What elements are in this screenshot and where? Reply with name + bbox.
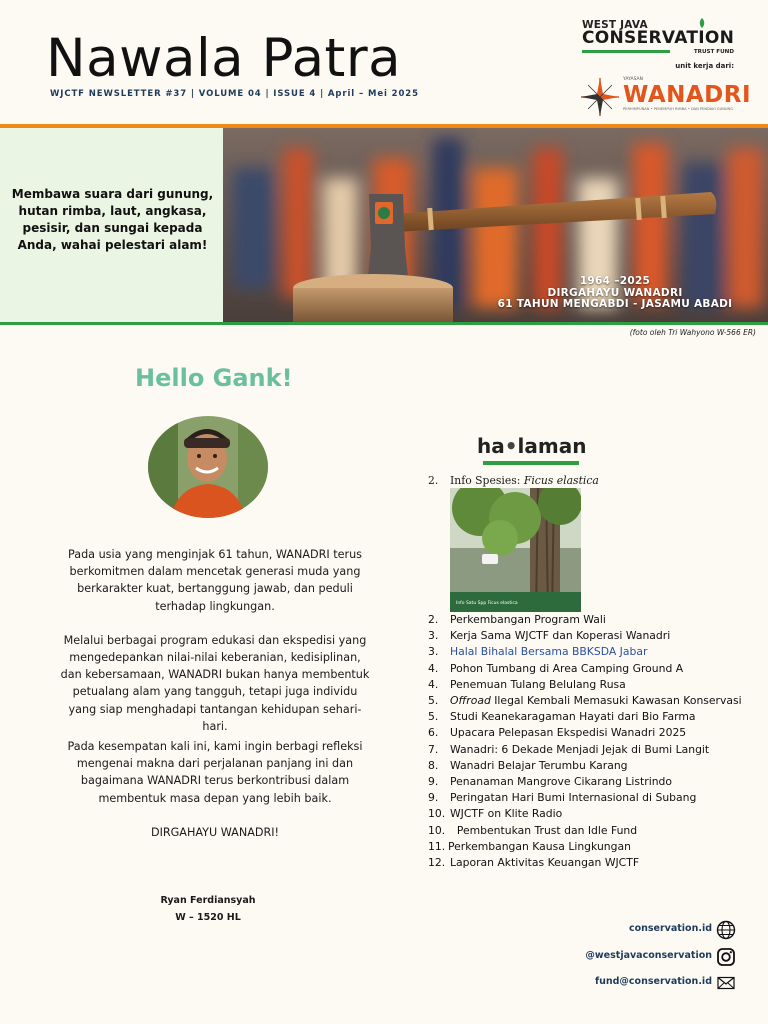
banner-quote-panel [0,128,223,322]
wjctf-logo-line2: CONSERVATION [582,28,735,48]
toc-item-label-italic: Offroad [450,694,491,708]
issue-info: WJCTF NEWSLETTER #37 | VOLUME 04 | ISSUE 4 | April – Mei 2025 [50,89,419,99]
toc-item-number: 5. [428,710,439,724]
toc-item-label: Wanadri: 6 Dekade Menjadi Jejak di Bumi Langit [450,742,710,756]
toc-item[interactable] [428,693,758,709]
website-link[interactable]: conservation.id [628,923,712,934]
editorial-paragraph-3: Pada kesempatan kali ini, kami ingin berbagi refleksi mengenai makna dari perjalanan panjang ini dan bagaimana WANADRI terus berkontribusi dalam membentuk masa depan yang lebih baik. [67,740,363,805]
toc-item-featured[interactable] [428,474,599,487]
toc-title-suffix: laman [517,434,587,458]
toc-item-number: 2. [428,474,439,487]
toc-item-number: 9. [428,775,439,789]
wjctf-logo-bar [582,50,670,53]
toc-item-number: 10. [428,807,446,821]
compass-rose-icon [580,76,620,118]
toc-item-number: 8. [428,758,439,772]
toc-item-label: Upacara Pelepasan Ekspedisi Wanadri 2025 [450,726,687,740]
wanadri-logo-name: WANADRI [623,82,752,108]
wjctf-logo-line3: TRUST FUND [693,49,734,55]
toc-item[interactable] [428,628,758,644]
toc-item-number: 2. [428,613,439,626]
species-thumbnail[interactable] [450,488,581,612]
toc-item[interactable] [428,725,758,741]
toc-item[interactable] [428,758,758,774]
editorial-body [60,546,370,858]
toc-item-label: Perkembangan Kausa Lingkungan [448,839,631,853]
mail-icon[interactable] [716,973,736,993]
banner-quote: Membawa suara dari gunung, hutan rimba, laut, angkasa, pesisir, dan sungai kepada Anda, wahai pelestari alam! [11,187,214,252]
toc-item[interactable] [428,742,758,758]
toc-item-label: WJCTF on Klite Radio [450,807,563,821]
banner-caption [480,276,750,311]
toc-item-label: Penanaman Mangrove Cikarang Listrindo [450,775,673,789]
thumbnail-caption: Info Satu Spp Ficus elastica [456,601,518,606]
instagram-icon[interactable] [716,947,736,967]
wanadri-logo-small: YAYASAN [623,77,643,82]
toc-item-label: Pohon Tumbang di Area Camping Ground A [450,661,684,675]
editorial-closing: DIRGAHAYU WANADRI! [150,825,280,839]
globe-icon[interactable] [716,920,736,940]
toc-item[interactable] [428,774,758,790]
toc-list [428,612,758,871]
toc-item-number: 11. [428,839,446,853]
caption-slogan: 61 TAHUN MENGABDI - JASAMU ABADI [497,298,733,310]
toc-item[interactable] [428,709,758,725]
unit-kerja-label: unit kerja dari: [675,62,734,70]
toc-item[interactable] [428,855,758,871]
wanadri-logo [580,76,752,118]
author-portrait [148,416,268,518]
toc-item-number: 9. [428,791,439,805]
toc-item[interactable] [428,823,758,839]
author-photo [148,416,268,518]
editorial-paragraph-1: Pada usia yang menginjak 61 tahun, WANADRI terus berkomitmen dalam mencetak generasi muda yang berkarakter kuat, bertanggung jawab, dan peduli terhadap lingkungan. [67,548,363,613]
toc-title-dot: • [504,434,518,458]
ficus-tree-thumbnail [450,488,581,612]
toc-title [477,434,586,458]
newsletter-title: Nawala Patra [46,28,402,89]
toc-item-link[interactable] [428,644,758,660]
toc-item[interactable] [428,612,758,628]
instagram-link[interactable]: @westjavaconservation [585,950,712,961]
toc-item-label: Wanadri Belajar Terumbu Karang [450,758,628,772]
toc-item-label: Penemuan Tulang Belulang Rusa [450,677,626,691]
toc-item-label: Pembentukan Trust dan Idle Fund [450,823,638,837]
toc-item[interactable] [428,790,758,806]
toc-title-prefix: ha [477,434,505,458]
caption-dirgahayu: DIRGAHAYU WANADRI [547,286,683,299]
author-id: W – 1520 HL [175,912,241,923]
toc-item-label: Laporan Aktivitas Keuangan WJCTF [450,856,640,870]
toc-item-number: 4. [428,661,439,675]
toc-item-label: Halal Bihalal Bersama BBKSDA Jabar [450,645,648,659]
toc-item[interactable] [428,806,758,822]
toc-item-number: 4. [428,677,439,691]
email-link[interactable]: fund@conservation.id [594,976,712,987]
toc-item-label: Studi Keanekaragaman Hayati dari Bio Farma [450,710,696,724]
toc-item[interactable] [428,677,758,693]
toc-item-label: Info Spesies: [450,474,524,487]
toc-item-label: Peringatan Hari Bumi Internasional di Subang [450,791,697,805]
photo-credit: (foto oleh Tri Wahyono W-566 ER) [629,328,756,337]
wjctf-logo [582,19,735,55]
author-signature [148,892,268,926]
editorial-paragraph-2: Melalui berbagai program edukasi dan ekspedisi yang mengedepankan nilai-nilai keberanian, kedisiplinan, dan kebersamaan, WANADRI bukan hanya membentuk petualang alam yang tangguh, tetapi juga individu yang siap menghadapi tantangan kehidupan sehari-hari. [60,633,370,733]
toc-title-underline [483,461,579,465]
banner-photo [223,128,768,322]
toc-item-number: 3. [428,629,439,643]
toc-item-number: 12. [428,856,446,870]
toc-item[interactable] [428,839,758,855]
toc-item-number: 5. [428,694,439,708]
toc-item-label: Ilegal Kembali Memasuki Kawasan Konservasi [490,694,742,708]
toc-item-label: Kerja Sama WJCTF dan Koperasi Wanadri [450,629,671,643]
toc-item-number: 7. [428,742,439,756]
toc-item-number: 3. [428,645,439,659]
toc-item-label: Perkembangan Program Wali [450,613,606,626]
toc-item-species: Ficus elastica [523,474,599,487]
wjctf-logo-line1: WEST JAVA [582,19,648,31]
toc-item[interactable] [428,661,758,677]
toc-item-number: 6. [428,726,439,740]
wanadri-logo-tagline: PERHIMPUNAN • PENEMPUH RIMBA • DAN PENDAKI GUNUNG [623,107,734,111]
leaf-icon [698,18,706,28]
toc-item-number: 10. [428,823,446,837]
green-divider [0,322,768,325]
caption-years: 1964 –2025 [579,275,651,287]
editorial-heading: Hello Gank! [135,364,293,392]
author-name: Ryan Ferdiansyah [160,895,256,906]
